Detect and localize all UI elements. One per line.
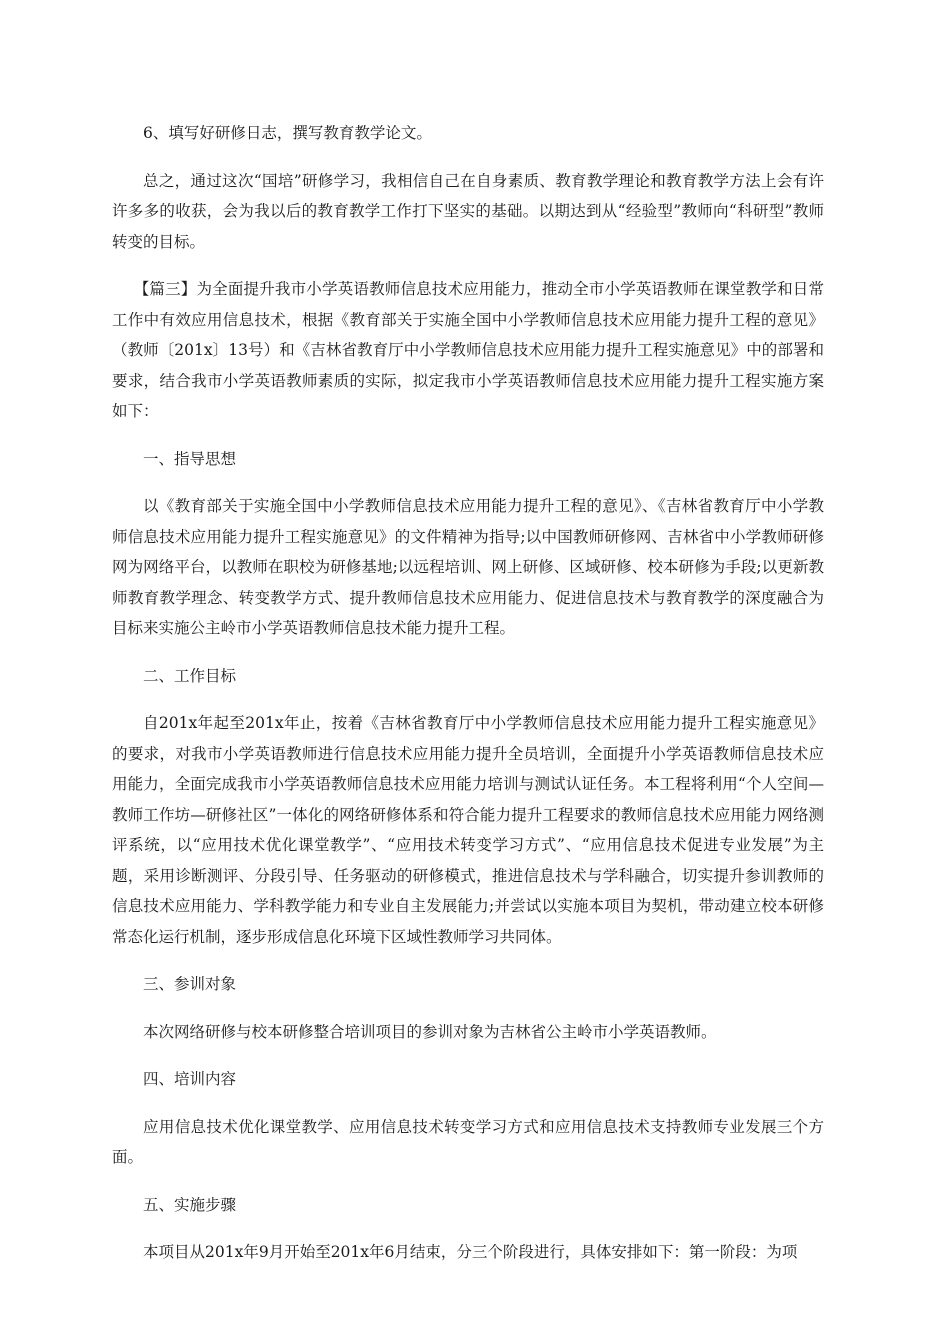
paragraph-summary: 总之，通过这次“国培”研修学习，我相信自己在自身素质、教育教学理论和教育教学方法上会有许许多多的收获，会为我以后的教育教学工作打下坚实的基础。以期达到从“经验型”教师向“科研型”教师转变的目标。 [112,171,824,251]
paragraph-part-three: 【篇三】为全面提升我市小学英语教师信息技术应用能力，推动全市小学英语教师在课堂教学和日常工作中有效应用信息技术，根据《教育部关于实施全国中小学教师信息技术应用能力提升工程的意见》（教师〔201x〕13号）和《吉林省教育厅中小学教师信息技术应用能力提升工程实施意见》中的部署和要求，结合我市小学英语教师素质的实际，拟定我市小学英语教师信息技术应用能力提升工程实施方案如下： [112,280,824,420]
paragraph-implementation-steps: 本项目从201x年9月开始至201x年6月结束，分三个阶段进行，具体安排如下：第一阶段：为项 [143,1243,798,1261]
paragraph-training-content: 应用信息技术优化课堂教学、应用信息技术转变学习方式和应用信息技术支持教师专业发展三个方面。 [112,1117,824,1166]
section-heading-implementation-steps: 五、实施步骤 [143,1195,237,1214]
section-heading-work-goals: 二、工作目标 [143,666,237,685]
paragraph-work-goals: 自201x年起至201x年止，按着《吉林省教育厅中小学教师信息技术应用能力提升工程实施意见》的要求，对我市小学英语教师进行信息技术应用能力提升全员培训，全面提升小学英语教师信息技术应用能力，全面完成我市小学英语教师信息技术应用能力培训与测试认证任务。本工程将利用“个人空间—教师工作坊—研修社区”一体化的网络研修体系和符合能力提升工程要求的教师信息技术应用能力网络测评系统，以“应用技术优化课堂教学”、“应用技术转变学习方式”、“应用信息技术促进专业发展”为主题，采用诊断测评、分段引导、任务驱动的研修模式，推进信息技术与学科融合，切实提升参训教师的信息技术应用能力、学科教学能力和专业自主发展能力;并尝试以实施本项目为契机，带动建立校本研修常态化运行机制，逐步形成信息化环境下区域性教师学习共同体。 [112,714,824,946]
section-heading-guiding-ideology: 一、指导思想 [143,449,237,468]
section-heading-training-content: 四、培训内容 [143,1070,237,1088]
section-heading-participants: 三、参训对象 [143,975,237,993]
document-page [112,118,824,1285]
paragraph-participants: 本次网络研修与校本研修整合培训项目的参训对象为吉林省公主岭市小学英语教师。 [143,1022,717,1041]
paragraph-guiding-ideology: 以《教育部关于实施全国中小学教师信息技术应用能力提升工程的意见》、《吉林省教育厅中小学教师信息技术应用能力提升工程实施意见》的文件精神为指导;以中国教师研修网、吉林省中小学教师研修网为网络平台，以教师在职校为研修基地;以远程培训、网上研修、区域研修、校本研修为手段;以更新教师教育教学理念、转变教学方式、提升教师信息技术应用能力、促进信息技术与教育教学的深度融合为目标来实施公主岭市小学英语教师信息技术能力提升工程。 [112,497,824,637]
paragraph-item-6: 6、填写好研修日志，撰写教育教学论文。 [143,124,432,142]
